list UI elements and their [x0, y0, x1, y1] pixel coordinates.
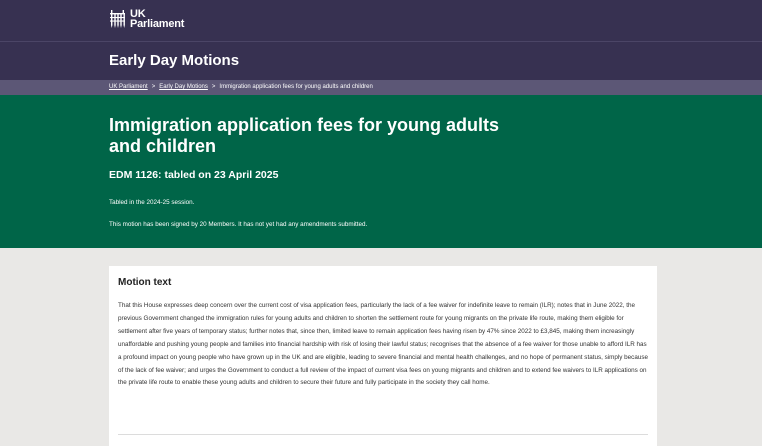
page-title: Immigration application fees for young adults and children [109, 115, 500, 156]
section-title[interactable]: Early Day Motions [109, 52, 240, 69]
breadcrumb-separator: > [211, 84, 216, 90]
logo-line-2: Parliament [130, 18, 185, 30]
logo-text [130, 9, 184, 29]
portcullis-icon [109, 10, 126, 29]
breadcrumb-separator: > [151, 84, 156, 90]
motion-text-heading: Motion text [118, 277, 172, 288]
logo-line-1: UK [130, 8, 146, 20]
breadcrumb [0, 80, 762, 95]
motion-text-body: That this House expresses deep concern over the current cost of visa application fees, particularly the lack of a fee waiver for indefinite leave to remain (ILR); notes that in June 2022, the previous Government changed the immigration rules for young adults and children to shorten the settlement route for young migrants on the private life route, making them eligible for settlement after five years of temporary status; further notes that, since then, limited leave to remain application fees having risen by 47% since 2022 to £3,845, making them increasingly unaffordable and pushing young people and families into financial hardship with risk of losing their lawful status; recognises that the absence of a fee waiver for those unable to afford ILR has a profound impact on young people who have grown up in the UK and are eligible, leading to severe financial and mental health challenges, and no hope of permanent status, simply because of the lack of fee waiver; and urges the Government to conduct a full review of the impact of current visa fees on young migrants and children and to extend fee waivers to ILR applications on the private life route to enable these young adults and children to secure their future and fully participate in the society they call home. [118, 302, 648, 387]
top-bar [0, 0, 762, 42]
uk-parliament-logo[interactable] [109, 9, 184, 29]
signature-summary: This motion has been signed by 20 Members. It has not yet had any amendments submitted. [109, 221, 368, 228]
divider [118, 434, 648, 435]
edm-number: EDM 1126: tabled on 23 April 2025 [109, 169, 279, 181]
motion-hero [0, 95, 762, 248]
section-title-bar [0, 42, 762, 80]
session-info: Tabled in the 2024-25 session. [109, 199, 195, 206]
breadcrumb-link-uk-parliament[interactable]: UK Parliament [109, 84, 148, 90]
breadcrumb-current: Immigration application fees for young adults and children [219, 84, 373, 90]
breadcrumb-link-early-day-motions[interactable]: Early Day Motions [159, 84, 208, 90]
motion-text-card [109, 266, 657, 446]
